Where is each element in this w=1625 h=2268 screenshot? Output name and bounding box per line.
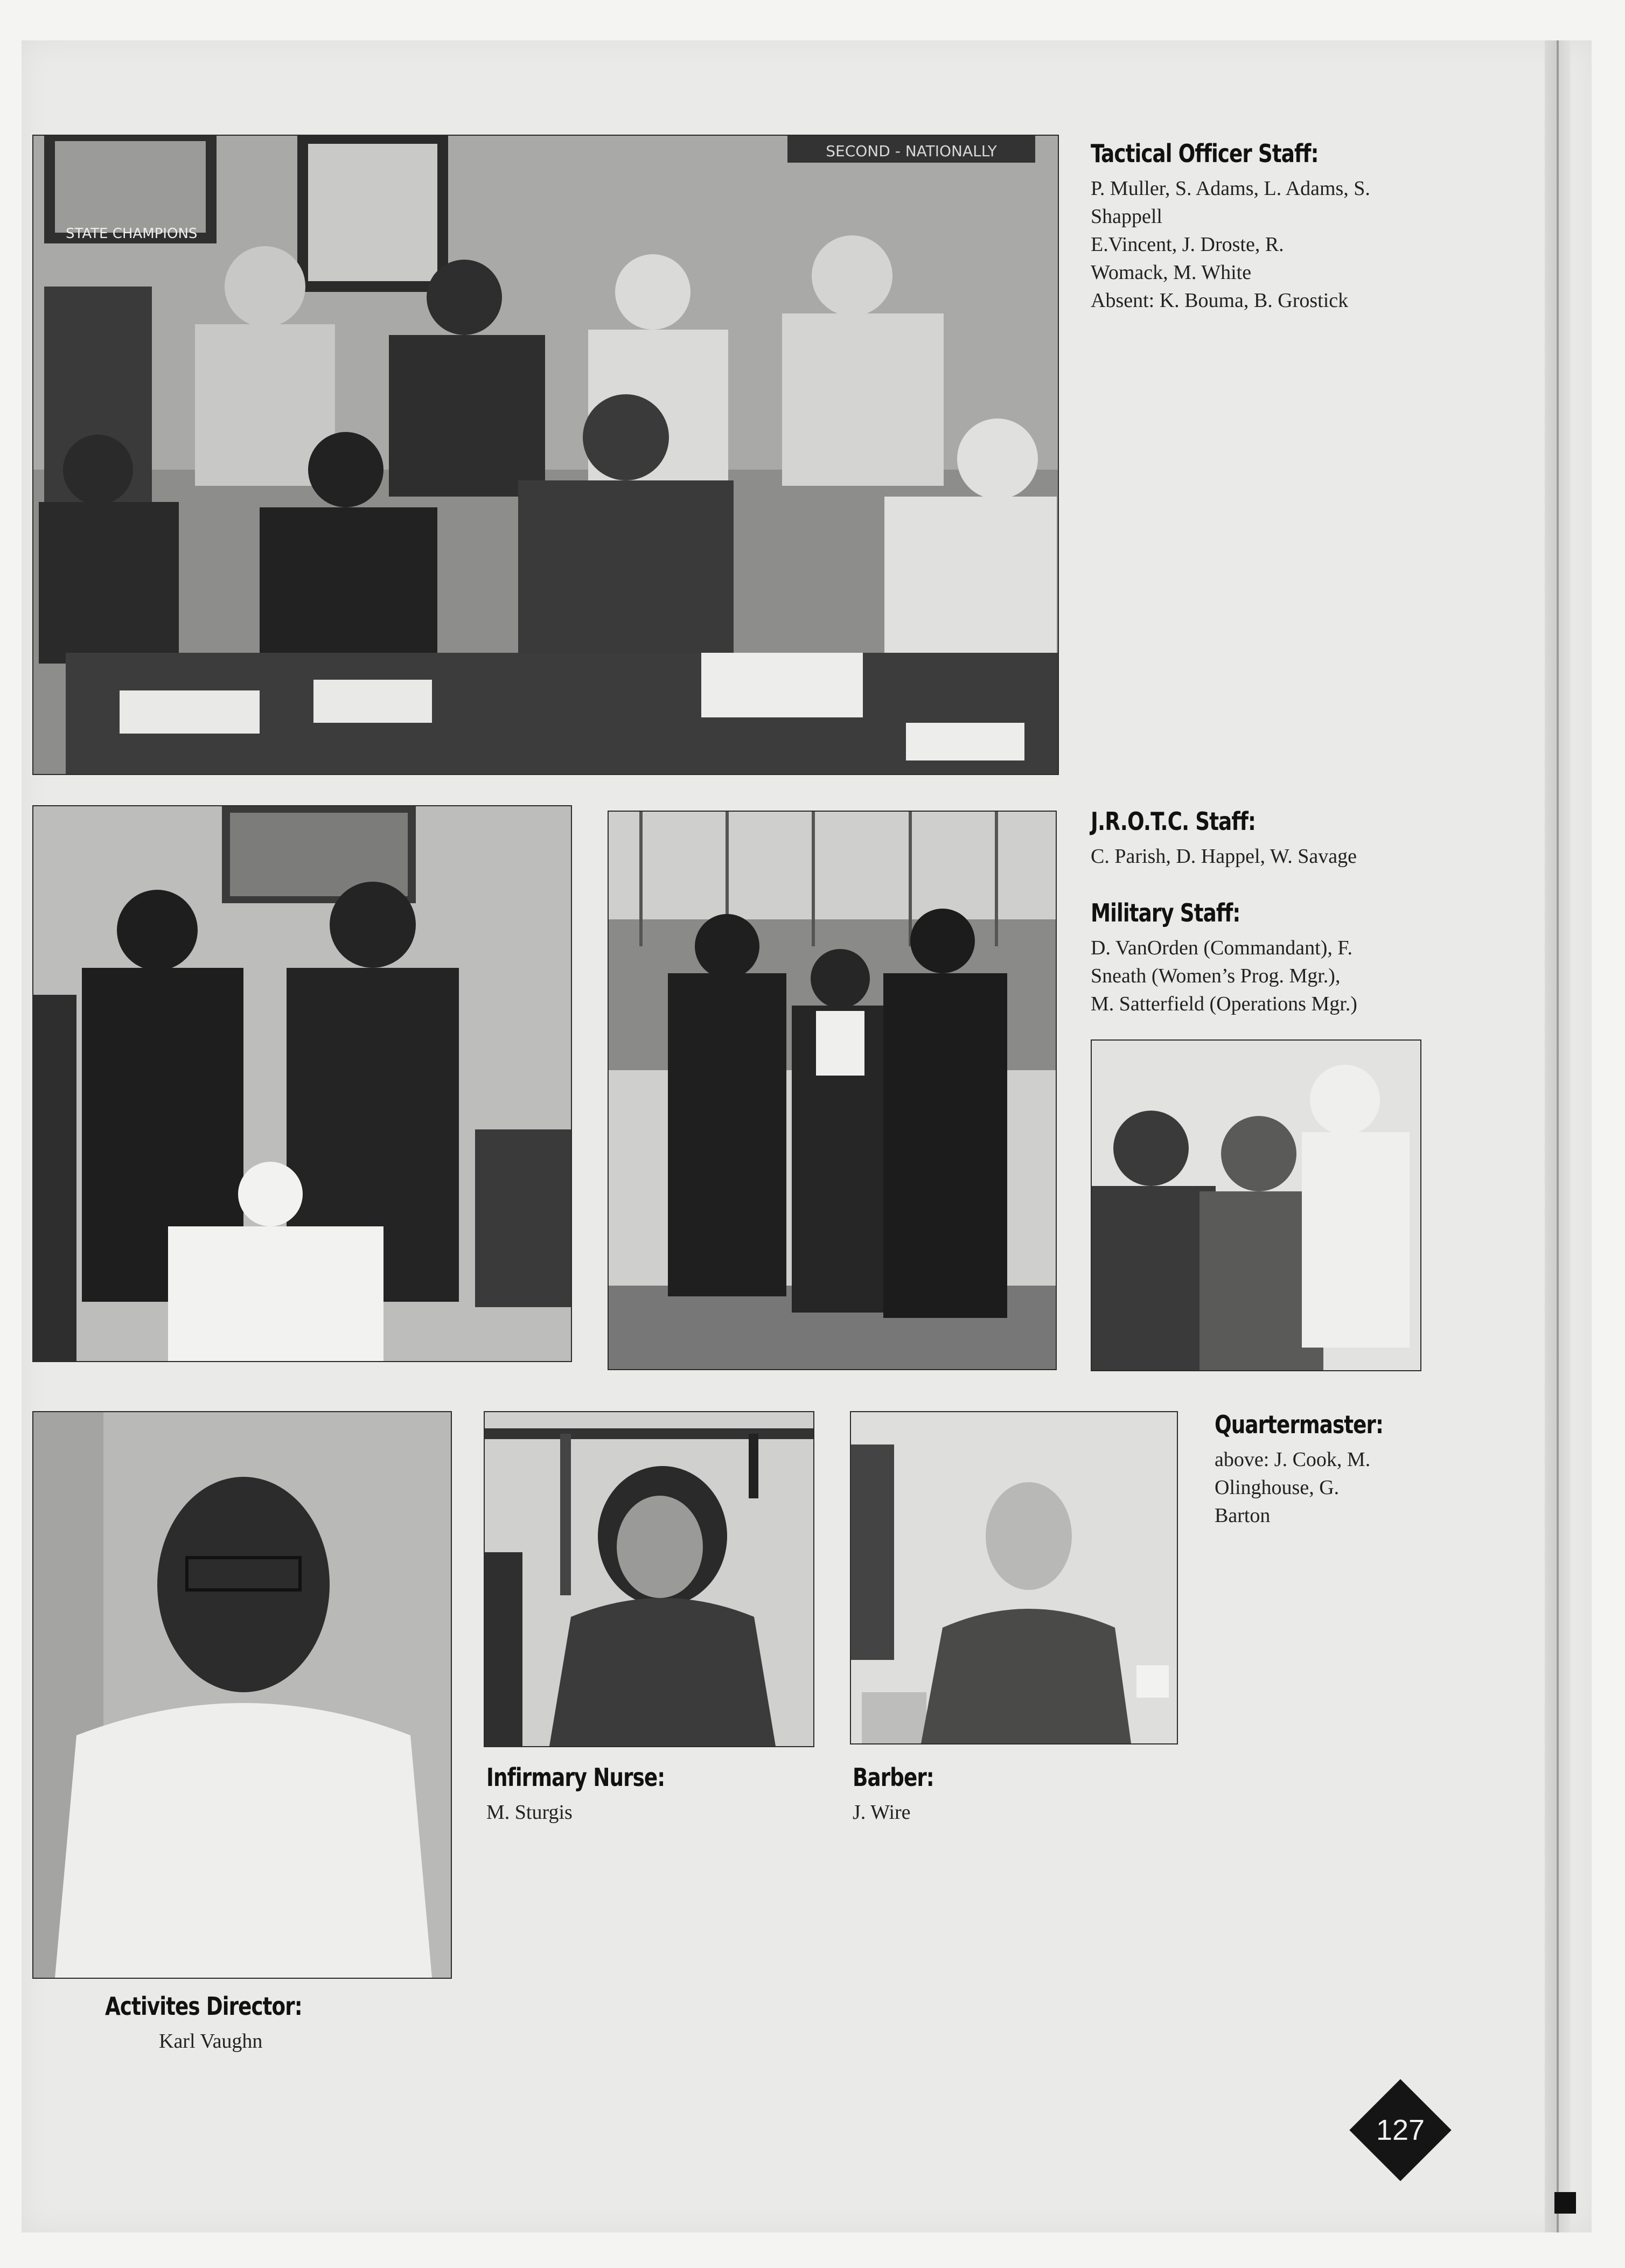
- caption-line: C. Parish, D. Happel, W. Savage: [1091, 845, 1357, 868]
- spine-edge-line: [1557, 40, 1559, 2232]
- photo-barber: [850, 1411, 1178, 1744]
- photo-infirmary-nurse: [484, 1411, 814, 1747]
- caption-line: Shappell: [1091, 205, 1162, 228]
- caption-line: Absent: K. Bouma, B. Grostick: [1091, 289, 1349, 312]
- infirmary-nurse-names: [486, 1798, 573, 1826]
- caption-line: Barton: [1215, 1504, 1271, 1527]
- caption-line: Olinghouse, G.: [1215, 1476, 1340, 1499]
- caption-line: Karl Vaughn: [159, 2030, 263, 2053]
- barber-title: Barber:: [853, 1763, 934, 1792]
- photo-military-staff: [608, 811, 1057, 1370]
- caption-line: J. Wire: [853, 1801, 911, 1824]
- caption-line: M. Satterfield (Operations Mgr.): [1091, 993, 1357, 1015]
- infirmary-nurse-title: Infirmary Nurse:: [486, 1763, 665, 1792]
- photo-activities-director: [32, 1411, 452, 1979]
- photo-quartermaster: [1091, 1039, 1421, 1371]
- banner-text: SECOND - NATIONALLY: [826, 142, 997, 160]
- page-number: 127: [1376, 2114, 1425, 2146]
- caption-line: Sneath (Women’s Prog. Mgr.),: [1091, 965, 1341, 987]
- activities-director-title: Activites Director:: [105, 1992, 302, 2021]
- caption-line: above: J. Cook, M.: [1215, 1448, 1371, 1471]
- jrotc-staff-names: [1091, 842, 1357, 870]
- caption-line: E.Vincent, J. Droste, R.: [1091, 233, 1284, 256]
- photo-jrotc-staff: [32, 805, 572, 1362]
- activities-director-names: [159, 2027, 262, 2055]
- quartermaster-names: [1215, 1446, 1370, 1530]
- military-staff-names: [1091, 934, 1357, 1018]
- tactical-officer-staff-title: Tactical Officer Staff:: [1091, 139, 1319, 168]
- caption-line: M. Sturgis: [486, 1801, 573, 1824]
- barber-names: [853, 1798, 911, 1826]
- photo-tactical-officer-staff: [32, 135, 1059, 775]
- page-number-badge: [1349, 2079, 1452, 2181]
- corner-registration-mark: [1554, 2192, 1576, 2214]
- military-staff-title: Military Staff:: [1091, 898, 1240, 927]
- jrotc-staff-title: J.R.O.T.C. Staff:: [1091, 807, 1256, 836]
- caption-line: D. VanOrden (Commandant), F.: [1091, 937, 1352, 959]
- caption-line: Womack, M. White: [1091, 261, 1252, 284]
- tactical-officer-staff-names: [1091, 175, 1370, 315]
- quartermaster-title: Quartermaster:: [1215, 1410, 1384, 1439]
- caption-line: P. Muller, S. Adams, L. Adams, S.: [1091, 177, 1370, 200]
- champions-text: STATE CHAMPIONS: [66, 226, 198, 242]
